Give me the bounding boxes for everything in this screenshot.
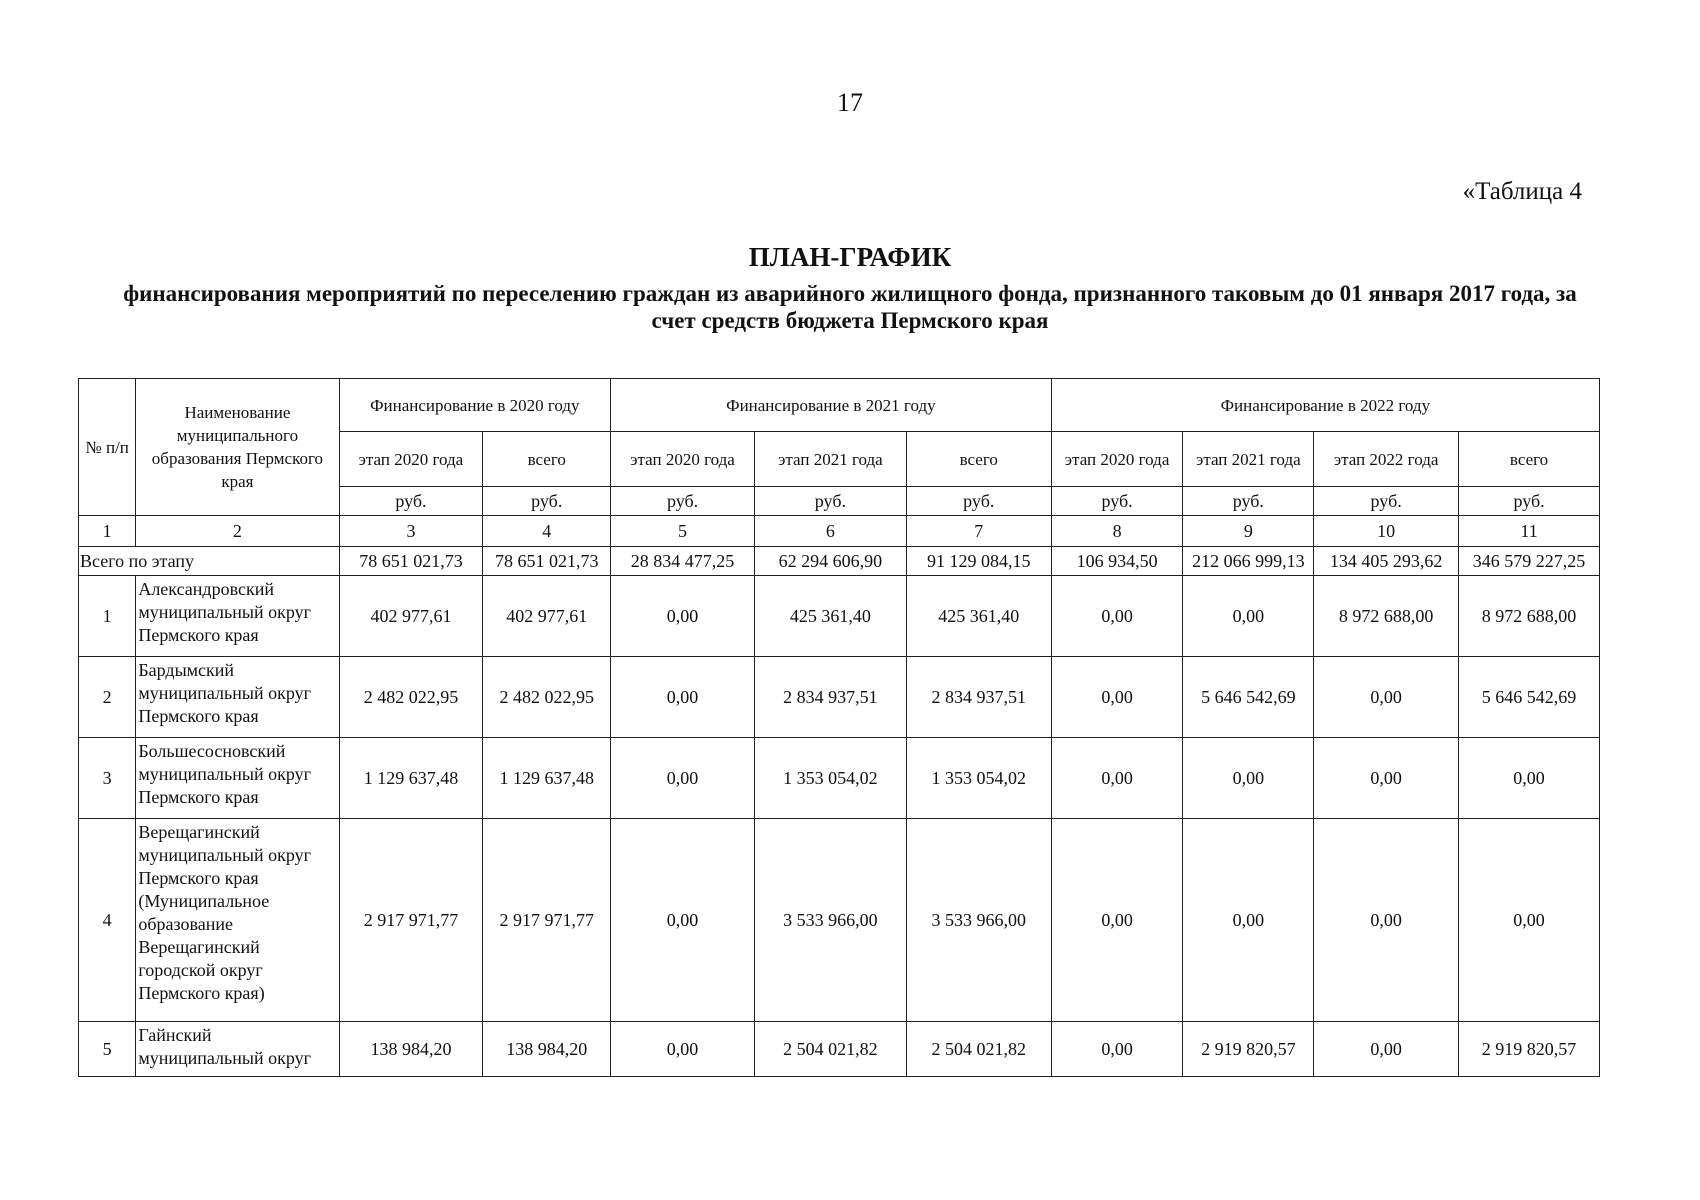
table-cell: 2 504 021,82 [754, 1022, 906, 1077]
total-label: Всего по этапу [79, 547, 340, 576]
table-cell: 0,00 [1183, 738, 1314, 819]
header-name: Наименование муниципального образования Пермского края [136, 379, 339, 516]
row-number: 4 [79, 819, 136, 1022]
unit-cell: руб. [906, 487, 1051, 516]
total-value: 28 834 477,25 [611, 547, 755, 576]
municipality-name: Бардымский муниципальный округ Пермского края [136, 657, 339, 738]
table-cell: 402 977,61 [339, 576, 483, 657]
table-cell: 2 482 022,95 [483, 657, 611, 738]
table-cell: 3 533 966,00 [754, 819, 906, 1022]
table-cell: 5 646 542,69 [1459, 657, 1600, 738]
subheader-cell: этап 2022 года [1314, 432, 1459, 487]
table-cell: 1 353 054,02 [754, 738, 906, 819]
page-number: 17 [837, 88, 863, 117]
table-cell: 425 361,40 [906, 576, 1051, 657]
table-cell: 0,00 [1051, 657, 1183, 738]
subheader-cell: этап 2020 года [339, 432, 483, 487]
unit-cell: руб. [339, 487, 483, 516]
total-value: 106 934,50 [1051, 547, 1183, 576]
table-cell: 2 917 971,77 [339, 819, 483, 1022]
column-number: 9 [1183, 516, 1314, 547]
column-number: 1 [79, 516, 136, 547]
table-row [79, 1022, 1600, 1077]
header-fin-2021: Финансирование в 2021 году [611, 379, 1052, 432]
total-value: 78 651 021,73 [339, 547, 483, 576]
subheader-cell: всего [1459, 432, 1600, 487]
column-number: 5 [611, 516, 755, 547]
table-cell: 0,00 [1051, 576, 1183, 657]
table-cell: 0,00 [1314, 738, 1459, 819]
table-cell: 0,00 [1459, 819, 1600, 1022]
table-cell: 402 977,61 [483, 576, 611, 657]
subheader-cell: всего [906, 432, 1051, 487]
total-value: 78 651 021,73 [483, 547, 611, 576]
municipality-name: Большесосновский муниципальный округ Пермского края [136, 738, 339, 819]
column-number: 10 [1314, 516, 1459, 547]
total-value: 134 405 293,62 [1314, 547, 1459, 576]
table-body [79, 547, 1600, 1077]
municipality-name: Гайнский муниципальный округ [136, 1022, 339, 1077]
table-cell: 138 984,20 [339, 1022, 483, 1077]
unit-cell: руб. [754, 487, 906, 516]
table-row [79, 657, 1600, 738]
unit-cell: руб. [611, 487, 755, 516]
table-cell: 2 919 820,57 [1183, 1022, 1314, 1077]
unit-cell: руб. [1314, 487, 1459, 516]
column-number: 2 [136, 516, 339, 547]
total-value: 62 294 606,90 [754, 547, 906, 576]
subheader-cell: этап 2021 года [754, 432, 906, 487]
table-cell: 0,00 [1183, 819, 1314, 1022]
subheader-cell: всего [483, 432, 611, 487]
row-number: 2 [79, 657, 136, 738]
table-row [79, 738, 1600, 819]
header-fin-2020: Финансирование в 2020 году [339, 379, 611, 432]
table-cell: 0,00 [611, 576, 755, 657]
table-cell: 138 984,20 [483, 1022, 611, 1077]
table-cell: 0,00 [1314, 657, 1459, 738]
header-num: № п/п [79, 379, 136, 516]
table-cell: 2 834 937,51 [906, 657, 1051, 738]
table-cell: 0,00 [1459, 738, 1600, 819]
table-cell: 1 129 637,48 [483, 738, 611, 819]
table-cell: 2 482 022,95 [339, 657, 483, 738]
row-number: 5 [79, 1022, 136, 1077]
table-cell: 2 917 971,77 [483, 819, 611, 1022]
table-cell: 0,00 [611, 738, 755, 819]
table-cell: 8 972 688,00 [1314, 576, 1459, 657]
table-header [79, 379, 1600, 547]
unit-cell: руб. [1459, 487, 1600, 516]
municipality-name: Верещагинский муниципальный округ Пермского края (Муниципальное образование Верещагинский городской округ Пермского края) [136, 819, 339, 1022]
row-number: 1 [79, 576, 136, 657]
column-number: 4 [483, 516, 611, 547]
total-value: 91 129 084,15 [906, 547, 1051, 576]
table-cell: 2 834 937,51 [754, 657, 906, 738]
table-cell: 2 504 021,82 [906, 1022, 1051, 1077]
header-fin-2022: Финансирование в 2022 году [1051, 379, 1599, 432]
unit-cell: руб. [1051, 487, 1183, 516]
table-label: «Таблица 4 [1462, 178, 1582, 205]
subheader-cell: этап 2020 года [1051, 432, 1183, 487]
table-cell: 0,00 [1314, 819, 1459, 1022]
table-cell: 0,00 [1051, 738, 1183, 819]
table-cell: 0,00 [1051, 1022, 1183, 1077]
column-number: 6 [754, 516, 906, 547]
subheader-cell: этап 2020 года [611, 432, 755, 487]
table-cell: 0,00 [611, 819, 755, 1022]
table-cell: 5 646 542,69 [1183, 657, 1314, 738]
column-number: 7 [906, 516, 1051, 547]
table-cell: 2 919 820,57 [1459, 1022, 1600, 1077]
document-subtitle: финансирования мероприятий по переселению граждан из аварийного жилищного фонда, признанного таковым до 01 января 2017 года, за счет средств бюджета Пермского края [123, 281, 1577, 333]
table-cell: 3 533 966,00 [906, 819, 1051, 1022]
table-cell: 425 361,40 [754, 576, 906, 657]
table-cell: 1 353 054,02 [906, 738, 1051, 819]
column-number: 8 [1051, 516, 1183, 547]
table-cell: 0,00 [611, 657, 755, 738]
unit-cell: руб. [483, 487, 611, 516]
table-cell: 0,00 [1051, 819, 1183, 1022]
column-number: 11 [1459, 516, 1600, 547]
table-cell: 0,00 [611, 1022, 755, 1077]
column-number: 3 [339, 516, 483, 547]
total-value: 346 579 227,25 [1459, 547, 1600, 576]
table-cell: 0,00 [1314, 1022, 1459, 1077]
table-cell: 0,00 [1183, 576, 1314, 657]
total-row [79, 547, 1600, 576]
financing-table [78, 378, 1600, 1077]
table-row [79, 576, 1600, 657]
table-cell: 1 129 637,48 [339, 738, 483, 819]
total-value: 212 066 999,13 [1183, 547, 1314, 576]
municipality-name: Александровский муниципальный округ Пермского края [136, 576, 339, 657]
table-row [79, 819, 1600, 1022]
subheader-cell: этап 2021 года [1183, 432, 1314, 487]
row-number: 3 [79, 738, 136, 819]
document-title: ПЛАН-ГРАФИК [748, 242, 952, 272]
table-cell: 8 972 688,00 [1459, 576, 1600, 657]
unit-cell: руб. [1183, 487, 1314, 516]
